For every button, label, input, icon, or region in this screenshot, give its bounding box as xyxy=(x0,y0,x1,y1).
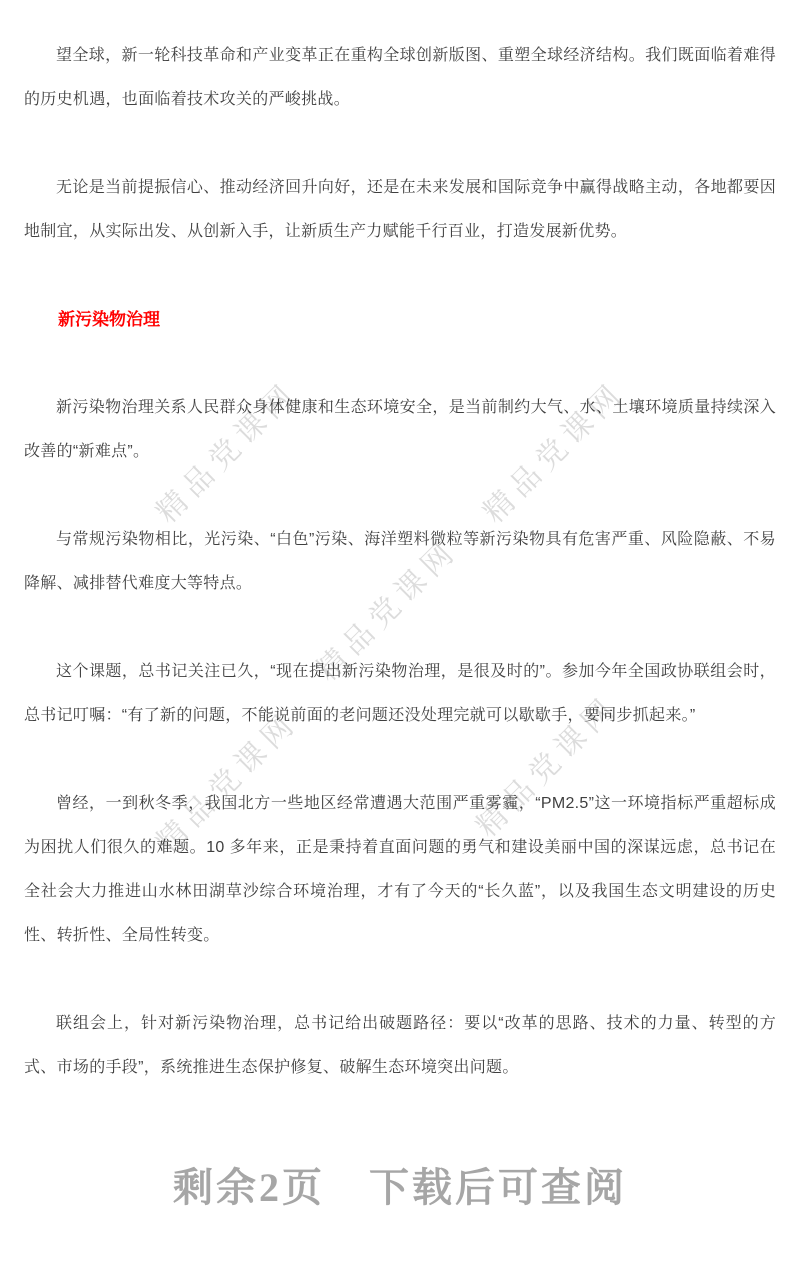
paragraph-5: 这个课题，总书记关注已久，“现在提出新污染物治理，是很及时的”。参加今年全国政协联组会时，总书记叮嘱：“有了新的问题，不能说前面的老问题还没处理完就可以歇歇手，要同步抓起来。” xyxy=(24,663,776,724)
paragraph-7: 联组会上，针对新污染物治理，总书记给出破题路径：要以“改革的思路、技术的力量、转型的方式、市场的手段”，系统推进生态保护修复、破解生态环境突出问题。 xyxy=(24,1015,776,1076)
paragraph-1: 望全球，新一轮科技革命和产业变革正在重构全球创新版图、重塑全球经济结构。我们既面临着难得的历史机遇，也面临着技术攻关的严峻挑战。 xyxy=(24,47,776,108)
watermark-text: 精品党课网 xyxy=(477,375,632,530)
paragraph-4: 与常规污染物相比，光污染、“白色”污染、海洋塑料微粒等新污染物具有危害严重、风险隐蔽、不易降解、减排替代难度大等特点。 xyxy=(24,531,776,592)
pages-remaining-notice xyxy=(0,1162,800,1214)
paragraph-2: 无论是当前提振信心、推动经济回升向好，还是在未来发展和国际竞争中赢得战略主动，各地都要因地制宜，从实际出发、从创新入手，让新质生产力赋能千行百业，打造发展新优势。 xyxy=(24,179,776,240)
watermark-text: 精品党课网 xyxy=(470,689,625,844)
section-heading: 新污染物治理 xyxy=(58,310,160,329)
remaining-pages-text: 剩余2页 xyxy=(173,1165,325,1210)
paragraph-6: 曾经，一到秋冬季，我国北方一些地区经常遭遇大范围严重雾霾，“PM2.5”这一环境指标严重超标成为困扰人们很久的难题。10 多年来，正是秉持着直面问题的勇气和建设美丽中国的深谋远虑，总书记在全社会大力推进山水林田湖草沙综合环境治理，才有了今天的“长久蓝”，以及我国生态文明建设的历史性、转折性、全局性转变。 xyxy=(24,795,776,944)
watermark-text: 精品党课网 xyxy=(150,705,305,860)
watermark-text: 精品党课网 xyxy=(310,533,465,688)
paragraph-3: 新污染物治理关系人民群众身体健康和生态环境安全，是当前制约大气、水、土壤环境质量持续深入改善的“新难点”。 xyxy=(24,399,776,460)
watermark-text: 精品党课网 xyxy=(150,375,305,530)
download-hint-text: 下载后可查阅 xyxy=(369,1165,627,1210)
